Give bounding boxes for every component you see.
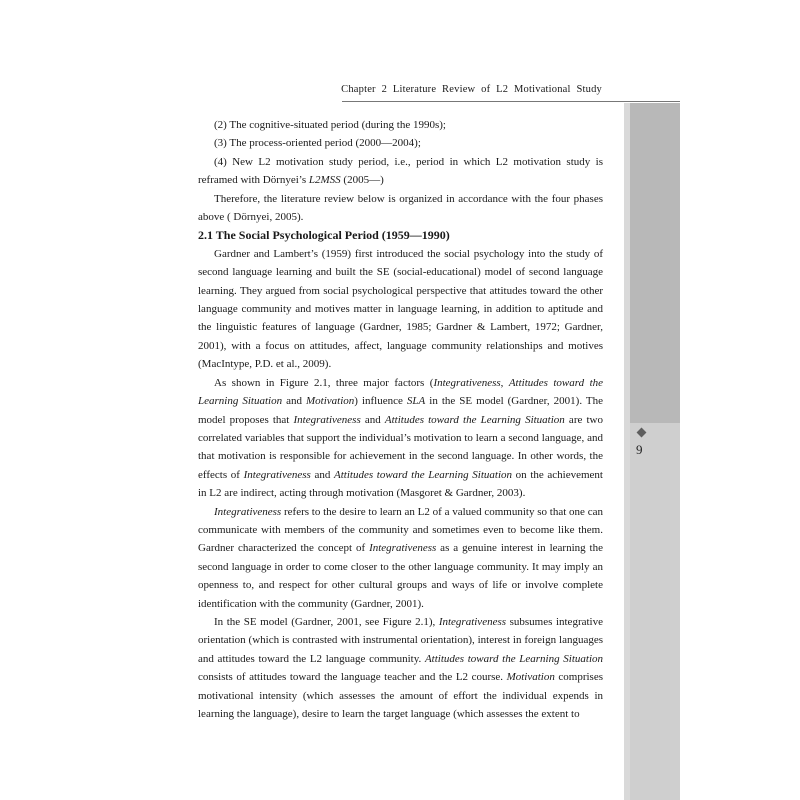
italic-term: Integrativeness: [243, 468, 311, 481]
text-span: In the SE model (Gardner, 2001, see Figure 2.1),: [214, 615, 439, 628]
italic-term: Integrativeness: [214, 505, 282, 518]
text-span: (2005—): [340, 174, 384, 187]
italic-term: Integrativeness: [293, 413, 361, 426]
paragraph-list-item-4: [198, 153, 603, 190]
header-rule: [342, 101, 680, 102]
text-span: comprises motivational intensity (which assesses the amount of effort the individual expends in learning the language), desire to learn the target language (which assesses the extent to: [198, 671, 603, 720]
body-text: [198, 116, 603, 723]
section-heading: 2.1 The Social Psychological Period (1959—1990): [198, 228, 450, 243]
italic-term: Integrativeness: [433, 376, 501, 389]
italic-term: SLA: [406, 395, 426, 408]
paragraph-list-item-3: (3) The process-oriented period (2000—2004);: [214, 137, 421, 150]
paragraph-integrativeness: [198, 503, 603, 613]
italic-term: Motivation: [306, 395, 355, 408]
text-span: refers to the desire to learn an L2 of a valued community so that one can communicate with members of the community and sometimes even to become like them. Gardner characterized the concept of: [198, 505, 603, 555]
text-span: consists of attitudes toward the language teacher and the L2 course.: [198, 671, 507, 684]
page-number: 9: [636, 442, 643, 457]
paragraph-figure-factors: [198, 374, 603, 503]
text-span: as a genuine interest in learning the second language in order to come closer to the other language community. It may imply an openness to, and respect for other cultural groups and ways of life or involve complete identification with the community (Gardner, 2001).: [198, 542, 603, 610]
paragraph-se-model: [198, 613, 603, 723]
paragraph-conclusion: Therefore, the literature review below is organized in accordance with the four phases above ( Dörnyei, 2005).: [198, 192, 603, 224]
text-span: ) influence: [354, 395, 407, 408]
paragraph-gardner-lambert: Gardner and Lambert’s (1959) first introduced the social psychology into the study of second language learning and built the SE (social-educational) model of second language learning. They argued from social psychological perspective that attitudes toward the other language community and motives matter in language learning, in addition to aptitude and the linguistic features of language (Gardner, 1985; Gardner & Lambert, 1972; Gardner, 2001), with a focus on attitudes, affect, language community relationships and motives (MacIntype, P.D. et al., 2009).: [198, 247, 603, 371]
text-span: ,: [500, 376, 509, 389]
text-span: are two correlated variables that support the individual’s motivation to learn a second language, and that motivation is responsible for achievement in the second language. In other words, the effects of: [198, 413, 603, 481]
text-span: in the SE model (Gardner, 2001). The model proposes that: [198, 395, 603, 426]
text-span: on the achievement in L2 are indirect, acting through motivation (Masgoret & Gardner, 2003).: [198, 468, 603, 500]
text-span: and: [310, 468, 334, 481]
italic-term: Integrativeness: [369, 542, 437, 555]
italic-term: Attitudes toward the Learning Situation: [334, 468, 512, 481]
text-span: As shown in Figure 2.1, three major factors (: [214, 376, 434, 389]
text-span: subsumes integrative orientation (which is contrasted with instrumental orientation), interest in foreign languages and attitudes toward the L2 language community.: [198, 615, 603, 665]
text-span: (4) New L2 motivation study period, i.e., period in which L2 motivation study is reframed with Dörnyei’s: [198, 155, 603, 187]
chapter-tab-upper: [630, 103, 680, 423]
italic-term: Integrativeness: [438, 615, 507, 628]
italic-term: Motivation: [506, 671, 555, 684]
italic-term: Attitudes toward the Learning Situation: [198, 376, 604, 408]
text-span: and: [360, 413, 385, 426]
italic-term: Attitudes toward the Learning Situation: [384, 413, 565, 426]
chapter-tab-lower: [630, 423, 680, 800]
paragraph-list-item-2: (2) The cognitive-situated period (during the 1990s);: [214, 119, 446, 131]
text-span: and: [282, 395, 306, 408]
italic-term: Attitudes toward the Learning Situation: [424, 652, 604, 665]
running-head: Chapter 2 Literature Review of L2 Motivational Study: [341, 84, 602, 95]
italic-term: L2MSS: [308, 174, 341, 187]
